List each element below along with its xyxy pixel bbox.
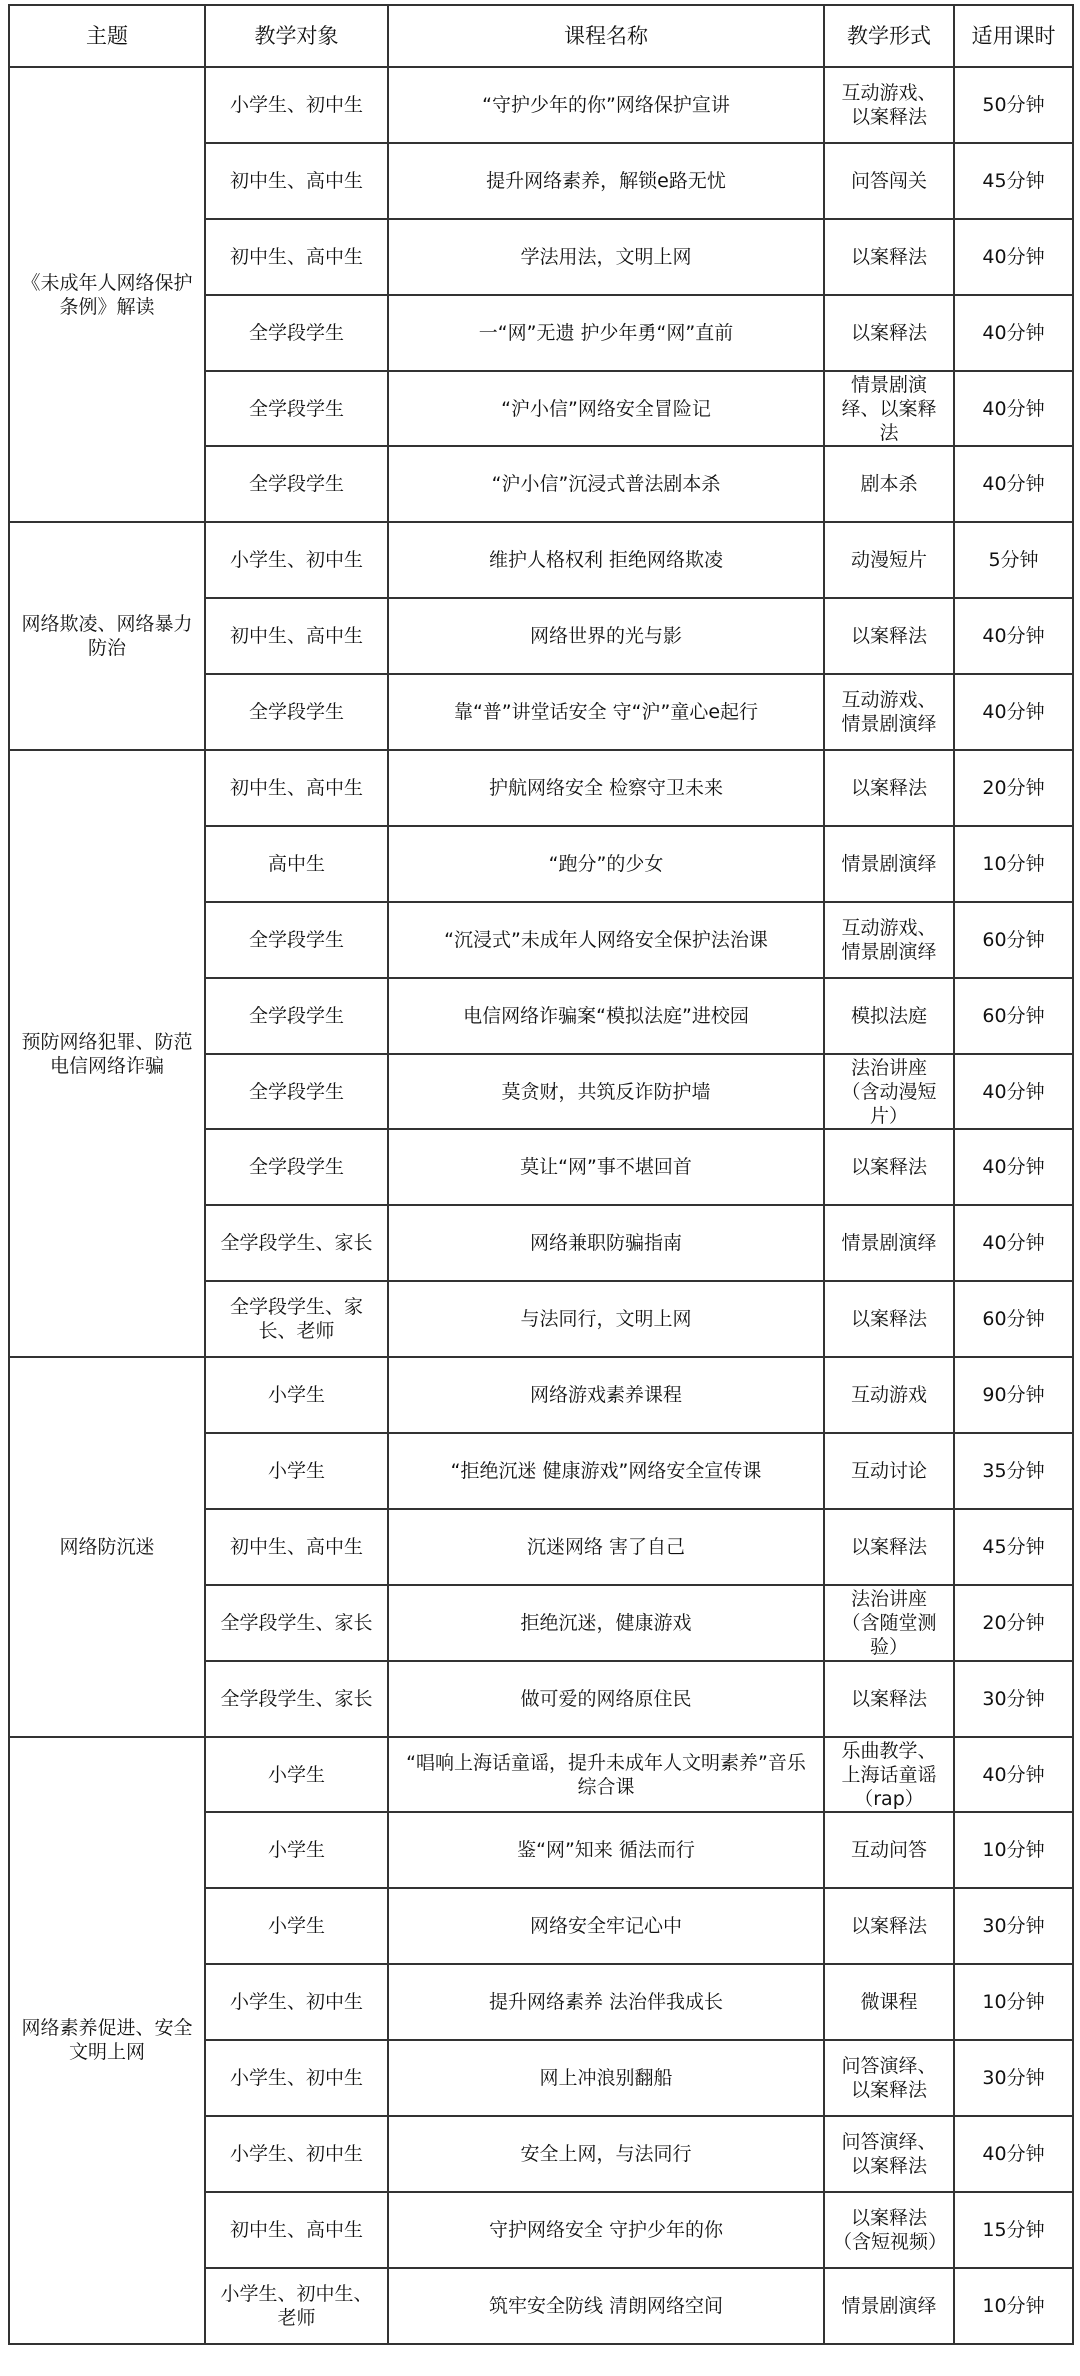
hours-cell: 35分钟 [954, 1433, 1073, 1509]
audience-cell: 小学生 [205, 1357, 388, 1433]
hours-cell: 45分钟 [954, 143, 1073, 219]
topic-cell: 预防网络犯罪、防范电信网络诈骗 [9, 750, 205, 1357]
course-cell: 维护人格权利 拒绝网络欺凌 [388, 522, 824, 598]
audience-cell: 小学生、初中生 [205, 2040, 388, 2116]
hours-cell: 40分钟 [954, 1737, 1073, 1813]
course-cell: 护航网络安全 检察守卫未来 [388, 750, 824, 826]
hours-cell: 20分钟 [954, 1585, 1073, 1661]
course-cell: 一“网”无遗 护少年勇“网”直前 [388, 295, 824, 371]
format-cell: 以案释法 [824, 1509, 954, 1585]
hours-cell: 30分钟 [954, 2040, 1073, 2116]
course-cell: 守护网络安全 守护少年的你 [388, 2192, 824, 2268]
hours-cell: 90分钟 [954, 1357, 1073, 1433]
table-row [9, 1737, 1073, 1813]
course-cell: 学法用法，文明上网 [388, 219, 824, 295]
header-hours: 适用课时 [954, 5, 1073, 67]
topic-cell: 网络防沉迷 [9, 1357, 205, 1736]
audience-cell: 小学生 [205, 1433, 388, 1509]
format-cell: 法治讲座（含随堂测验） [824, 1585, 954, 1661]
hours-cell: 60分钟 [954, 978, 1073, 1054]
hours-cell: 5分钟 [954, 522, 1073, 598]
course-cell: 提升网络素养，解锁e路无忧 [388, 143, 824, 219]
course-cell: 拒绝沉迷，健康游戏 [388, 1585, 824, 1661]
format-cell: 互动游戏 [824, 1357, 954, 1433]
course-cell: “沉浸式”未成年人网络安全保护法治课 [388, 902, 824, 978]
format-cell: 乐曲教学、上海话童谣（rap） [824, 1737, 954, 1813]
course-cell: 鉴“网”知来 循法而行 [388, 1812, 824, 1888]
hours-cell: 40分钟 [954, 674, 1073, 750]
course-cell: “跑分”的少女 [388, 826, 824, 902]
course-cell: 提升网络素养 法治伴我成长 [388, 1964, 824, 2040]
audience-cell: 小学生、初中生 [205, 2116, 388, 2192]
course-cell: 网上冲浪别翻船 [388, 2040, 824, 2116]
audience-cell: 全学段学生 [205, 902, 388, 978]
course-cell: 网络游戏素养课程 [388, 1357, 824, 1433]
course-cell: 莫让“网”事不堪回首 [388, 1129, 824, 1205]
format-cell: 法治讲座（含动漫短片） [824, 1054, 954, 1130]
header-course: 课程名称 [388, 5, 824, 67]
course-cell: 筑牢安全防线 清朗网络空间 [388, 2268, 824, 2344]
course-cell: 莫贪财，共筑反诈防护墙 [388, 1054, 824, 1130]
format-cell: 问答演绎、以案释法 [824, 2040, 954, 2116]
hours-cell: 10分钟 [954, 826, 1073, 902]
audience-cell: 全学段学生 [205, 1129, 388, 1205]
format-cell: 以案释法 [824, 750, 954, 826]
course-cell: 网络兼职防骗指南 [388, 1205, 824, 1281]
audience-cell: 全学段学生、家长、老师 [205, 1281, 388, 1357]
table-row [9, 67, 1073, 143]
audience-cell: 初中生、高中生 [205, 143, 388, 219]
course-cell: “唱响上海话童谣，提升未成年人文明素养”音乐综合课 [388, 1737, 824, 1813]
hours-cell: 40分钟 [954, 1054, 1073, 1130]
format-cell: 以案释法 [824, 1888, 954, 1964]
audience-cell: 全学段学生、家长 [205, 1661, 388, 1737]
format-cell: 剧本杀 [824, 446, 954, 522]
audience-cell: 全学段学生 [205, 295, 388, 371]
audience-cell: 小学生、初中生、老师 [205, 2268, 388, 2344]
hours-cell: 15分钟 [954, 2192, 1073, 2268]
format-cell: 互动问答 [824, 1812, 954, 1888]
course-cell: 靠“普”讲堂话安全 守“沪”童心e起行 [388, 674, 824, 750]
table-row [9, 522, 1073, 598]
audience-cell: 初中生、高中生 [205, 219, 388, 295]
format-cell: 问答闯关 [824, 143, 954, 219]
header-row [9, 5, 1073, 67]
format-cell: 互动游戏、情景剧演绎 [824, 902, 954, 978]
format-cell: 微课程 [824, 1964, 954, 2040]
audience-cell: 初中生、高中生 [205, 750, 388, 826]
hours-cell: 10分钟 [954, 1964, 1073, 2040]
format-cell: 互动游戏、以案释法 [824, 67, 954, 143]
course-cell: “守护少年的你”网络保护宣讲 [388, 67, 824, 143]
format-cell: 以案释法 [824, 1281, 954, 1357]
audience-cell: 全学段学生 [205, 978, 388, 1054]
course-cell: “沪小信”网络安全冒险记 [388, 371, 824, 447]
header-format: 教学形式 [824, 5, 954, 67]
course-cell: 电信网络诈骗案“模拟法庭”进校园 [388, 978, 824, 1054]
audience-cell: 全学段学生 [205, 1054, 388, 1130]
format-cell: 情景剧演绎、以案释法 [824, 371, 954, 447]
audience-cell: 全学段学生 [205, 674, 388, 750]
audience-cell: 全学段学生、家长 [205, 1205, 388, 1281]
audience-cell: 全学段学生、家长 [205, 1585, 388, 1661]
audience-cell: 小学生、初中生 [205, 1964, 388, 2040]
hours-cell: 50分钟 [954, 67, 1073, 143]
hours-cell: 40分钟 [954, 446, 1073, 522]
course-cell: “沪小信”沉浸式普法剧本杀 [388, 446, 824, 522]
format-cell: 问答演绎、以案释法 [824, 2116, 954, 2192]
format-cell: 情景剧演绎 [824, 1205, 954, 1281]
course-cell: “拒绝沉迷 健康游戏”网络安全宣传课 [388, 1433, 824, 1509]
format-cell: 互动游戏、情景剧演绎 [824, 674, 954, 750]
hours-cell: 30分钟 [954, 1661, 1073, 1737]
audience-cell: 初中生、高中生 [205, 2192, 388, 2268]
audience-cell: 全学段学生 [205, 371, 388, 447]
audience-cell: 初中生、高中生 [205, 598, 388, 674]
audience-cell: 高中生 [205, 826, 388, 902]
audience-cell: 小学生 [205, 1888, 388, 1964]
course-cell: 网络世界的光与影 [388, 598, 824, 674]
format-cell: 情景剧演绎 [824, 826, 954, 902]
header-topic: 主题 [9, 5, 205, 67]
audience-cell: 小学生、初中生 [205, 522, 388, 598]
format-cell: 以案释法 [824, 598, 954, 674]
hours-cell: 40分钟 [954, 371, 1073, 447]
format-cell: 以案释法 [824, 219, 954, 295]
hours-cell: 30分钟 [954, 1888, 1073, 1964]
hours-cell: 40分钟 [954, 1205, 1073, 1281]
hours-cell: 40分钟 [954, 598, 1073, 674]
format-cell: 以案释法 [824, 1661, 954, 1737]
hours-cell: 20分钟 [954, 750, 1073, 826]
course-cell: 沉迷网络 害了自己 [388, 1509, 824, 1585]
header-audience: 教学对象 [205, 5, 388, 67]
table-body [9, 67, 1073, 2344]
format-cell: 动漫短片 [824, 522, 954, 598]
audience-cell: 小学生、初中生 [205, 67, 388, 143]
hours-cell: 40分钟 [954, 1129, 1073, 1205]
hours-cell: 10分钟 [954, 2268, 1073, 2344]
audience-cell: 全学段学生 [205, 446, 388, 522]
hours-cell: 45分钟 [954, 1509, 1073, 1585]
audience-cell: 小学生 [205, 1812, 388, 1888]
hours-cell: 40分钟 [954, 295, 1073, 371]
course-cell: 网络安全牢记心中 [388, 1888, 824, 1964]
topic-cell: 《未成年人网络保护条例》解读 [9, 67, 205, 522]
hours-cell: 40分钟 [954, 2116, 1073, 2192]
table-row [9, 750, 1073, 826]
format-cell: 以案释法（含短视频） [824, 2192, 954, 2268]
hours-cell: 40分钟 [954, 219, 1073, 295]
format-cell: 以案释法 [824, 295, 954, 371]
table-row [9, 1357, 1073, 1433]
course-cell: 安全上网，与法同行 [388, 2116, 824, 2192]
format-cell: 以案释法 [824, 1129, 954, 1205]
audience-cell: 小学生 [205, 1737, 388, 1813]
course-table [8, 4, 1074, 2345]
topic-cell: 网络素养促进、安全文明上网 [9, 1737, 205, 2344]
hours-cell: 10分钟 [954, 1812, 1073, 1888]
format-cell: 情景剧演绎 [824, 2268, 954, 2344]
format-cell: 互动讨论 [824, 1433, 954, 1509]
hours-cell: 60分钟 [954, 902, 1073, 978]
audience-cell: 初中生、高中生 [205, 1509, 388, 1585]
hours-cell: 60分钟 [954, 1281, 1073, 1357]
format-cell: 模拟法庭 [824, 978, 954, 1054]
topic-cell: 网络欺凌、网络暴力防治 [9, 522, 205, 750]
course-cell: 做可爱的网络原住民 [388, 1661, 824, 1737]
course-cell: 与法同行，文明上网 [388, 1281, 824, 1357]
